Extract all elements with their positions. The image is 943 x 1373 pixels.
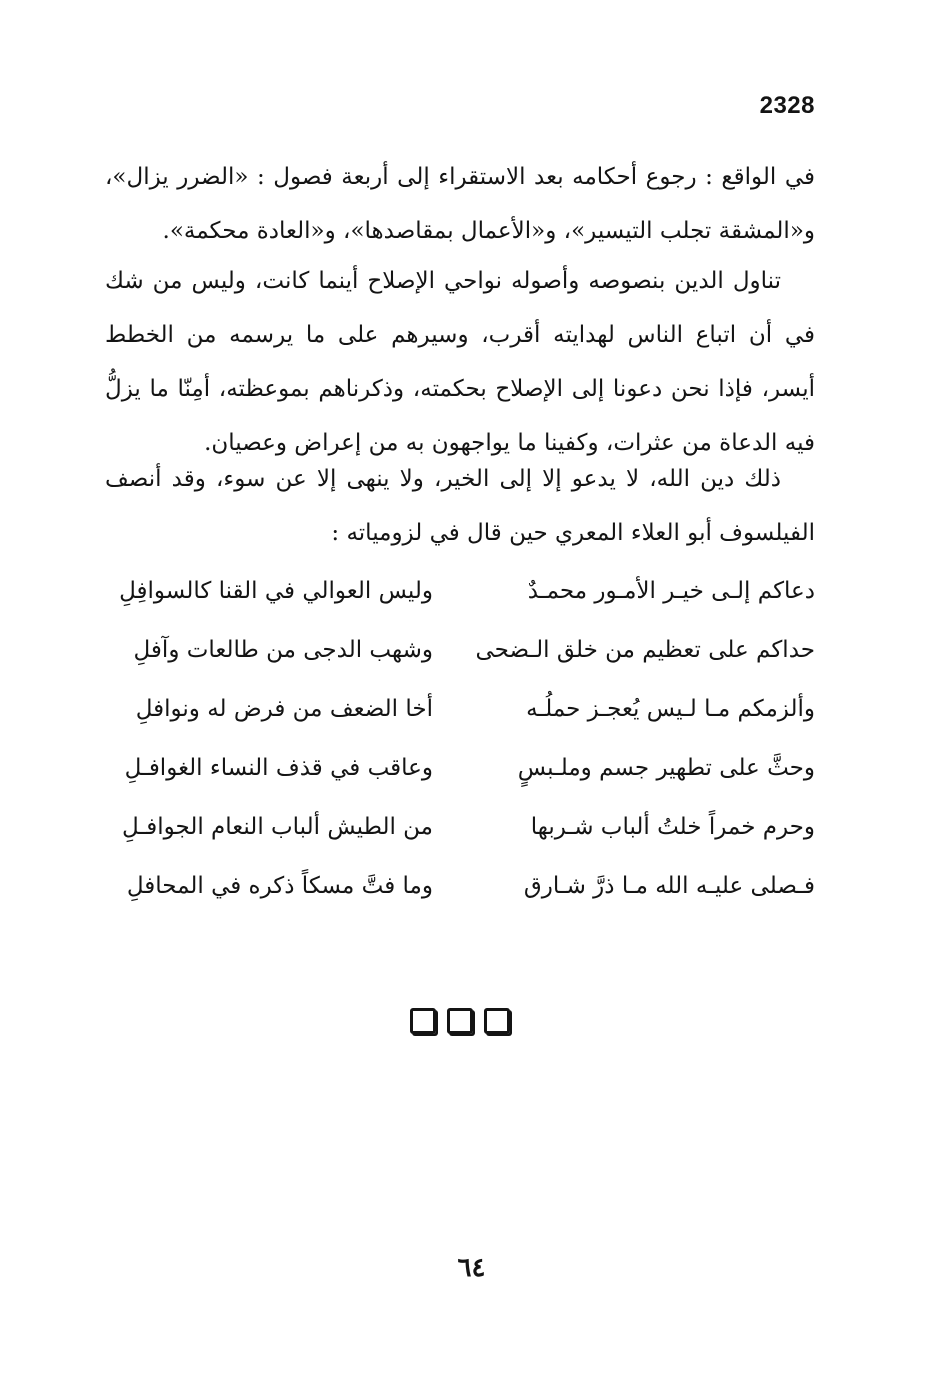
poem-verse: [105, 621, 815, 680]
verse-first-hemistich: فـصلى عليـه الله مـا ذرَّ شـارق: [523, 873, 815, 899]
verse-second-hemistich: أخا الضعف من فرض له ونوافلِ: [135, 696, 433, 722]
paragraph-1: في الواقع : رجوع أحكامه بعد الاستقراء إلى أربعة فصول : «الضرر يزال»، و«المشقة تجلب التيسير»، و«الأعمال بمقاصدها»، و«العادة محكمة».: [105, 164, 815, 244]
poem-verse: [105, 857, 815, 916]
poem: [105, 562, 815, 916]
verse-first-hemistich: وحرم خمراً خلتُ ألباب شـربها: [530, 814, 815, 840]
poem-verse: [105, 739, 815, 798]
verse-first-hemistich: حداكم على تعظيم من خلق الـضحى: [475, 637, 815, 663]
verse-second-hemistich: وما فتَّ مسكاً ذكره في المحافلِ: [126, 873, 433, 899]
section-end-ornament: [410, 1008, 520, 1034]
poem-verse: [105, 798, 815, 857]
page-code: 2328: [759, 92, 815, 119]
verse-second-hemistich: وعاقب في قذف النساء الغوافـلِ: [124, 755, 433, 781]
verse-first-hemistich: دعاكم إلـى خيـر الأمـور محمـدٌ: [527, 578, 815, 604]
paragraph-3: ذلك دين الله، لا يدعو إلا إلى الخير، ولا ينهى إلا عن سوء، وقد أنصف الفيلسوف أبو العلاء المعري حين قال في لزومياته :: [105, 466, 815, 546]
verse-first-hemistich: وحثَّ على تطهير جسم وملـبسٍ: [517, 755, 815, 781]
square-box-icon: [484, 1008, 510, 1034]
square-box-icon: [410, 1008, 436, 1034]
page-number: ٦٤: [457, 1253, 486, 1283]
poem-verse: [105, 562, 815, 621]
verse-first-hemistich: وألزمكم مـا لـيس يُعجـز حملُـه: [526, 696, 815, 722]
paragraph-2: تناول الدين بنصوصه وأصوله نواحي الإصلاح أينما كانت، وليس من شك في أن اتباع الناس لهدايته أقرب، وسيرهم على ما يرسمه من الخطط أيسر، فإذا نحن دعونا إلى الإصلاح بحكمته، وذكرناهم بموعظته، أمِنّا ما يزلُّ فيه الدعاة من عثرات، وكفينا ما يواجهون به من إعراض وعصيان.: [105, 268, 815, 456]
verse-second-hemistich: وشهب الدجى من طالعات وآفلِ: [133, 637, 433, 663]
square-box-icon: [447, 1008, 473, 1034]
verse-second-hemistich: من الطيش ألباب النعام الجوافـلِ: [122, 814, 433, 840]
poem-verse: [105, 680, 815, 739]
verse-second-hemistich: وليس العوالي في القنا كالسوافِلِ: [119, 578, 433, 604]
